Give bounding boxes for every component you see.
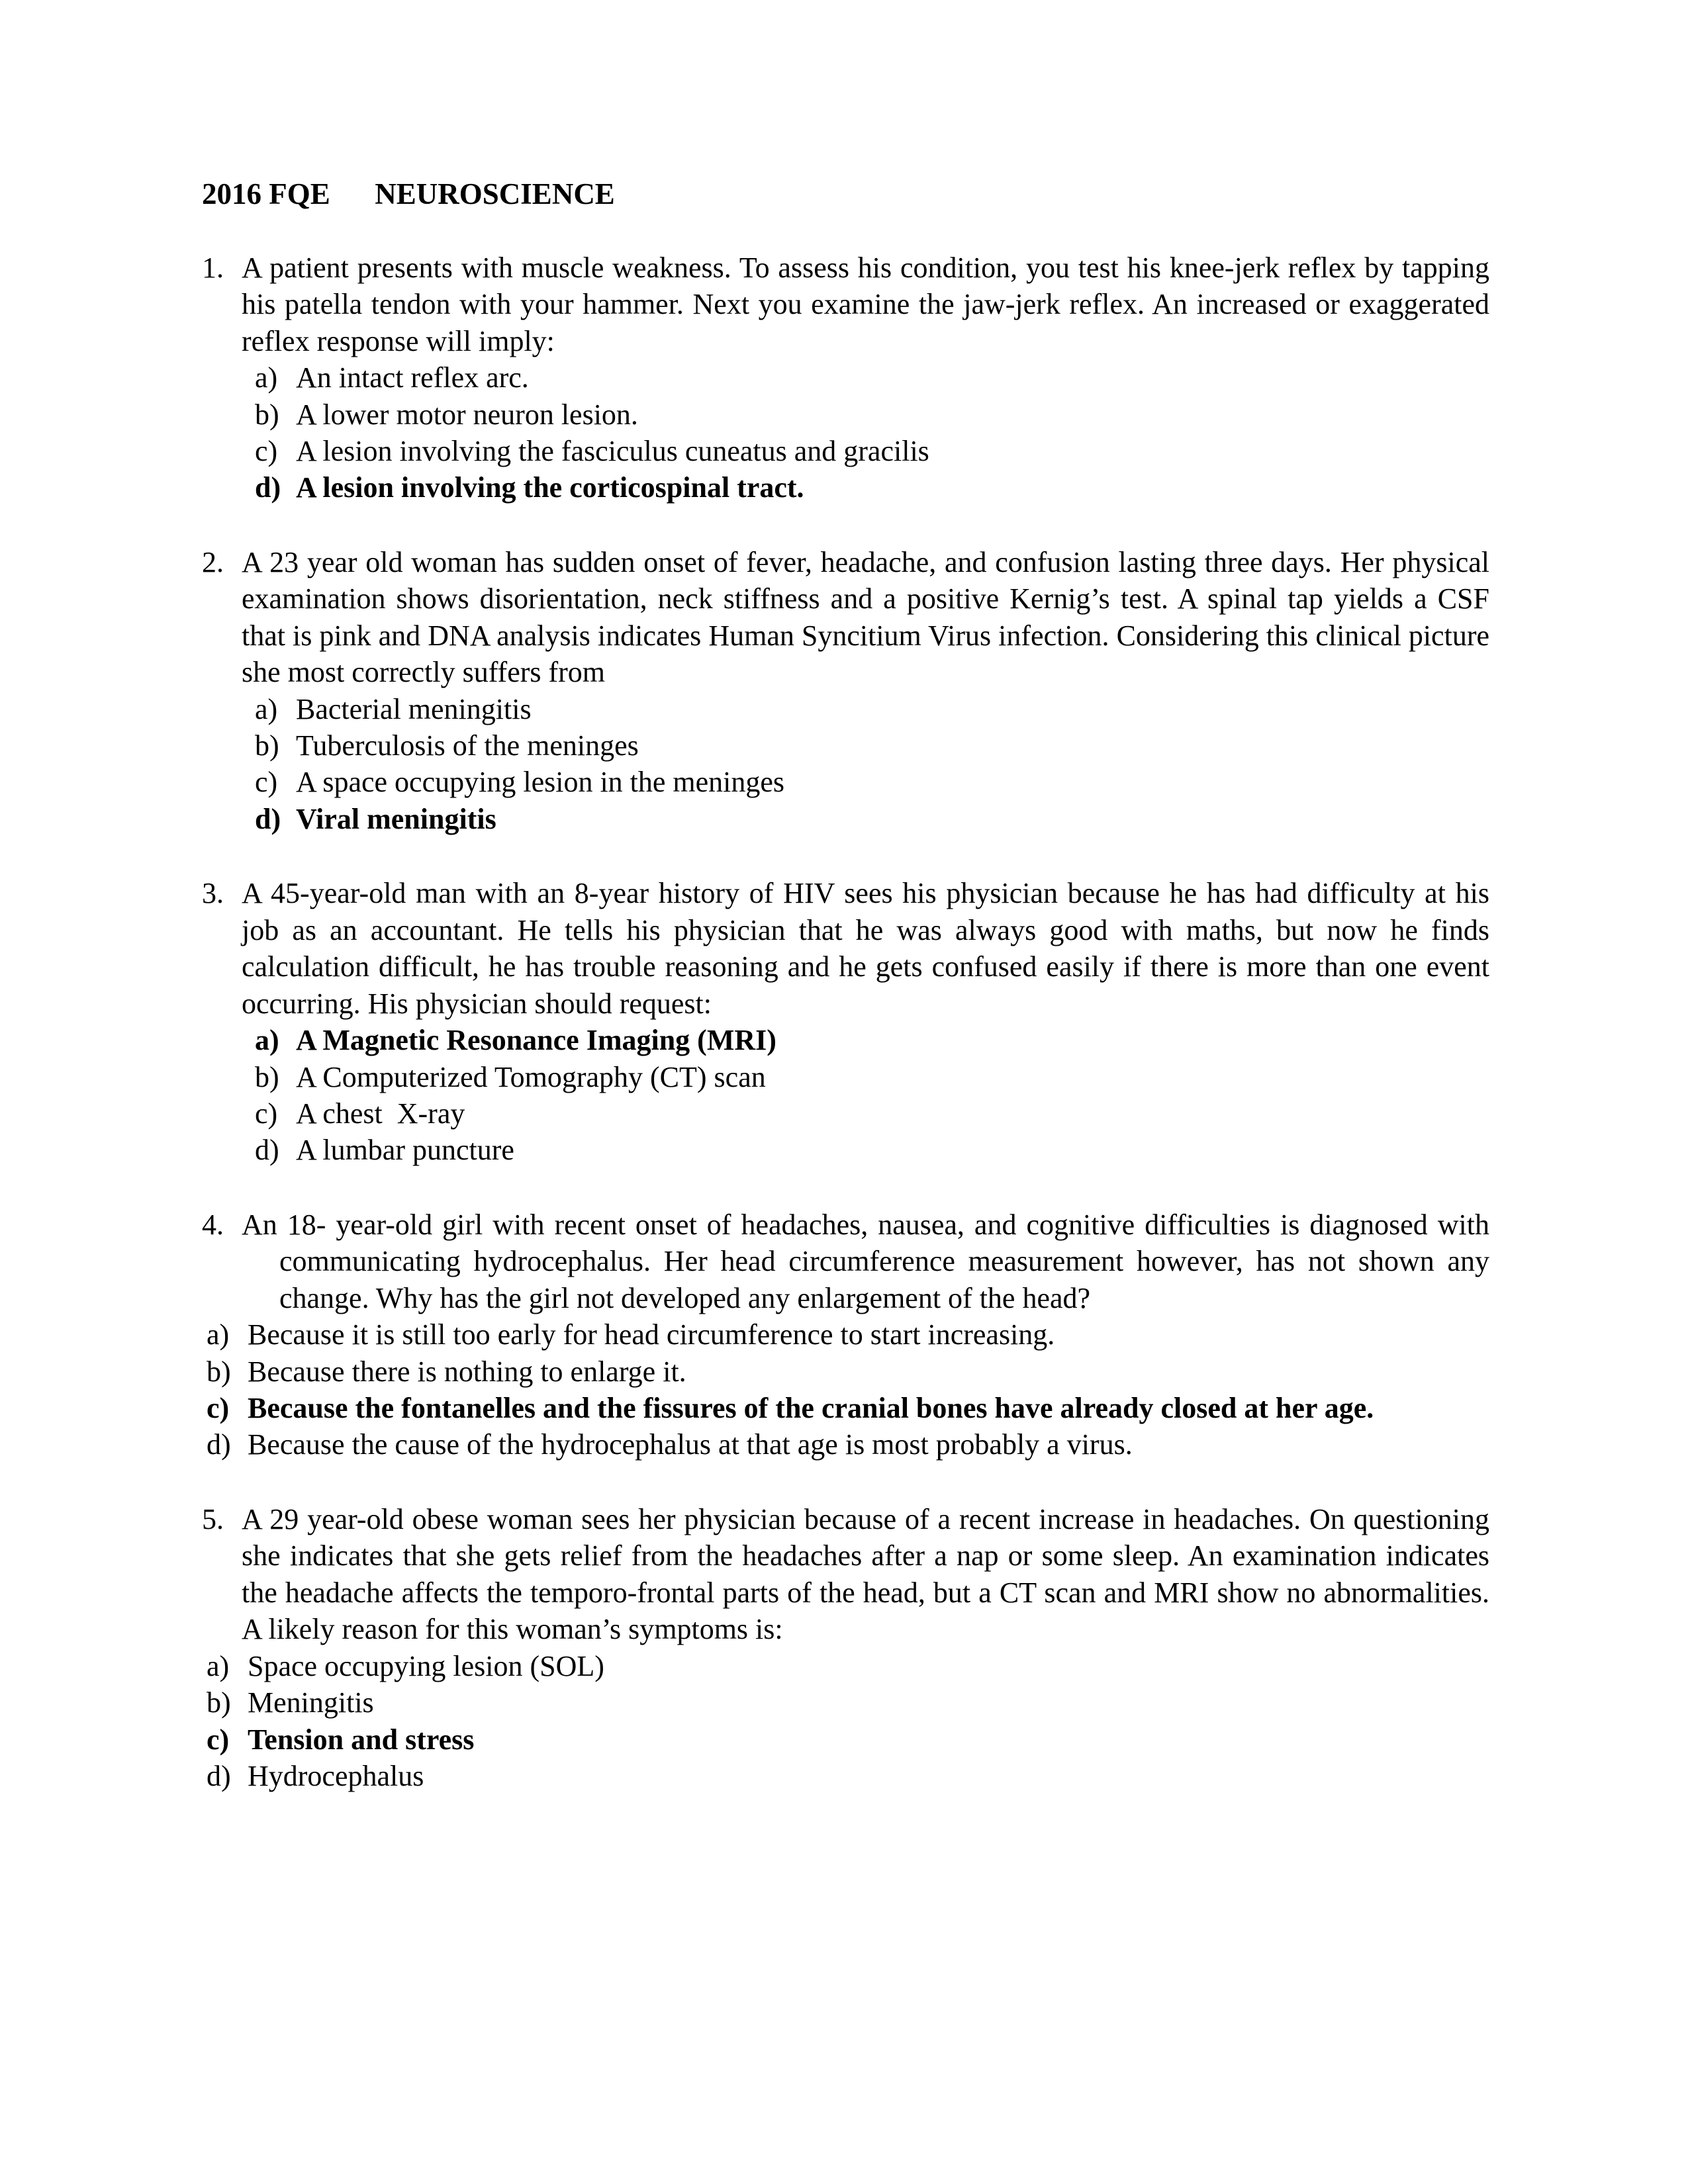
option-text: Bacterial meningitis (296, 692, 532, 725)
option-letter: c) (207, 1723, 230, 1756)
answer-option[interactable] (255, 764, 1489, 800)
question-text: A 29 year-old obese woman sees her physician because of a recent increase in headaches. On questioning she indicates that she gets relief from the headaches after a nap or some sleep. An examination indicates the headache affects the temporo-frontal parts of the head, but a CT scan and MRI show no abnormalities. A likely reason for this woman’s symptoms is: (242, 1502, 1489, 1646)
answer-option[interactable] (255, 727, 1489, 764)
question-text: A 23 year old woman has sudden onset of fever, headache, and confusion lasting three days. Her physical examination shows disorientation, neck stiffness and a positive Kernig’s test. A spinal tap yields a CSF that is pink and DNA analysis indicates Human Syncitium Virus infection. Considering this clinical picture she most correctly suffers from (242, 545, 1489, 689)
option-letter: a) (255, 361, 278, 394)
answer-option[interactable] (207, 1353, 1489, 1390)
question-number: 2. (202, 545, 224, 578)
answer-option[interactable] (255, 1022, 1489, 1058)
option-text: Space occupying lesion (SOL) (248, 1649, 604, 1682)
option-letter: d) (207, 1759, 231, 1792)
question-number: 1. (202, 251, 224, 284)
option-letter: b) (255, 729, 279, 762)
question-block (202, 1501, 1489, 1795)
question-block (202, 875, 1489, 1169)
answer-option[interactable] (255, 801, 1489, 837)
option-letter: b) (207, 1355, 231, 1388)
question-block (202, 1206, 1489, 1463)
question-number: 5. (202, 1502, 224, 1535)
option-letter: c) (255, 434, 278, 467)
option-text: A Computerized Tomography (CT) scan (296, 1060, 766, 1093)
option-text: An intact reflex arc. (296, 361, 529, 394)
option-text: Hydrocephalus (248, 1759, 424, 1792)
option-text: A lumbar puncture (296, 1134, 514, 1167)
option-text: Tuberculosis of the meninges (296, 729, 639, 762)
question-list (202, 250, 1489, 1795)
answer-option[interactable] (255, 359, 1489, 396)
question-stem (202, 544, 1489, 691)
question-stem (202, 875, 1489, 1022)
answer-option[interactable] (255, 1059, 1489, 1095)
question-text: An 18- year-old girl with recent onset of headaches, nausea, and cognitive difficulties is diagnosed with communicating hydrocephalus. Her head circumference measurement however, has not shown any change. Why has the girl not developed any enlargement of the head? (242, 1208, 1489, 1314)
question-stem (202, 1206, 1489, 1316)
answer-option[interactable] (255, 469, 1489, 506)
answer-option-list (255, 1022, 1489, 1169)
option-letter: d) (255, 471, 281, 504)
option-text: Because the cause of the hydrocephalus at that age is most probably a virus. (248, 1428, 1133, 1461)
option-text: Tension and stress (248, 1723, 475, 1756)
question-block (202, 250, 1489, 506)
option-text: A lesion involving the fasciculus cuneatus and gracilis (296, 434, 929, 467)
answer-option[interactable] (255, 691, 1489, 727)
option-letter: a) (255, 692, 278, 725)
option-letter: d) (207, 1428, 231, 1461)
answer-option-list (255, 691, 1489, 838)
answer-option-list (207, 1316, 1489, 1463)
option-letter: d) (255, 1134, 279, 1167)
option-letter: b) (255, 1060, 279, 1093)
question-text: A patient presents with muscle weakness. To assess his condition, you test his knee-jerk reflex by tapping his patella tendon with your hammer. Next you examine the jaw-jerk reflex. An increased or exaggerated reflex response will imply: (242, 251, 1489, 357)
document-content (202, 177, 1489, 1794)
option-text: A Magnetic Resonance Imaging (MRI) (296, 1024, 776, 1057)
answer-option[interactable] (255, 1132, 1489, 1168)
question-number: 3. (202, 877, 224, 910)
option-letter: a) (207, 1649, 230, 1682)
option-text: A lower motor neuron lesion. (296, 398, 638, 431)
option-letter: c) (255, 1097, 278, 1130)
question-number: 4. (202, 1208, 224, 1241)
answer-option[interactable] (207, 1316, 1489, 1353)
option-text: Meningitis (248, 1686, 374, 1719)
option-letter: a) (255, 1024, 279, 1057)
option-letter: c) (207, 1392, 230, 1424)
option-text: Because the fontanelles and the fissures of the cranial bones have already closed at her age. (248, 1392, 1374, 1424)
option-text: A space occupying lesion in the meninges (296, 766, 785, 799)
answer-option[interactable] (255, 433, 1489, 469)
answer-option[interactable] (207, 1684, 1489, 1721)
option-letter: d) (255, 802, 281, 835)
answer-option[interactable] (207, 1648, 1489, 1684)
option-letter: a) (207, 1318, 230, 1351)
answer-option[interactable] (207, 1721, 1489, 1758)
option-letter: b) (207, 1686, 231, 1719)
option-text: A chest X-ray (296, 1097, 465, 1130)
answer-option[interactable] (207, 1758, 1489, 1794)
question-text: A 45-year-old man with an 8-year history of HIV sees his physician because he has had difficulty at his job as an accountant. He tells his physician that he was always good with maths, but now he finds calculation difficult, he has trouble reasoning and he gets confused easily if there is more than one event occurring. His physician should request: (242, 877, 1489, 1020)
answer-option[interactable] (255, 396, 1489, 433)
question-stem (202, 250, 1489, 359)
option-text: Viral meningitis (296, 802, 496, 835)
option-text: Because it is still too early for head circumference to start increasing. (248, 1318, 1055, 1351)
question-stem (202, 1501, 1489, 1648)
answer-option-list (255, 359, 1489, 506)
answer-option-list (207, 1648, 1489, 1795)
answer-option[interactable] (207, 1390, 1489, 1426)
option-letter: b) (255, 398, 279, 431)
page-title: 2016 FQE NEUROSCIENCE (202, 177, 615, 210)
answer-option[interactable] (207, 1426, 1489, 1463)
option-text: A lesion involving the corticospinal tract. (296, 471, 804, 504)
option-text: Because there is nothing to enlarge it. (248, 1355, 686, 1388)
question-block (202, 544, 1489, 838)
answer-option[interactable] (255, 1095, 1489, 1132)
option-letter: c) (255, 766, 278, 799)
